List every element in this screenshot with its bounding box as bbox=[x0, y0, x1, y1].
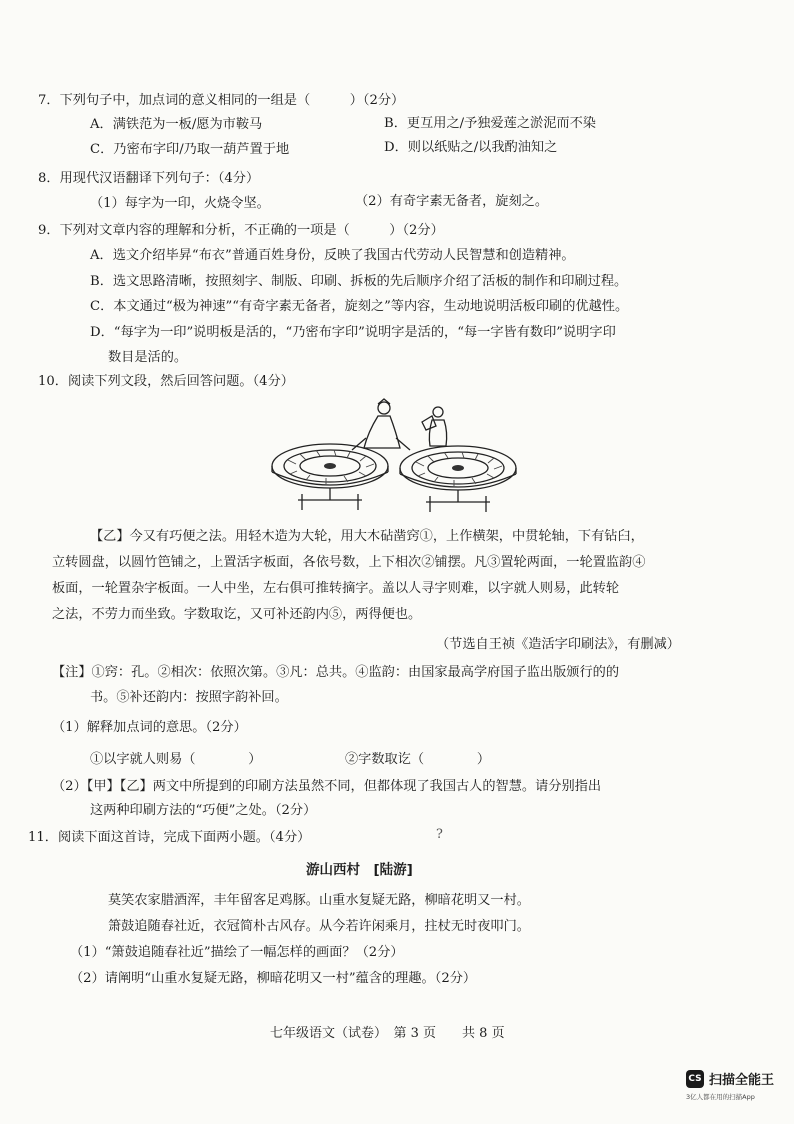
scanner-app-name: 扫描全能王 bbox=[709, 1073, 775, 1088]
q8-sentence-2: （2）有奇字素无备者，旋刻之。 bbox=[355, 194, 549, 209]
q10-sub1-item-a: ①以字就人则易（ ） bbox=[90, 752, 262, 767]
q7-option-c: C．乃密布字印/乃取一葫芦置于地 bbox=[90, 142, 290, 157]
rotating-type-wheel-illustration bbox=[268, 398, 522, 514]
q10-sub2-line1: （2）【甲】【乙】两文中所提到的印刷方法虽然不同，但都体现了我国古人的智慧。请分别指出 bbox=[52, 779, 602, 794]
q9-option-b: B．选文思路清晰，按照刻字、制版、印刷、拆板的先后顺序介绍了活板的制作和印刷过程。 bbox=[90, 274, 628, 289]
q9-option-d-line2: 数目是活的。 bbox=[108, 350, 188, 365]
q9-option-d-line1: D．“每字为一印”说明板是活的，“乃密布字印”说明字是活的，“每一字皆有数印”说明字印 bbox=[90, 325, 616, 340]
page-footer: 七年级语文（试卷） 第 3 页 共 8 页 bbox=[270, 1026, 505, 1041]
q10-stem: 10．阅读下列文段，然后回答问题。（4分） bbox=[38, 374, 294, 389]
q8-sentence-1: （1）每字为一印，火烧令坚。 bbox=[90, 196, 270, 211]
q7-option-b: B．更互用之/予独爱莲之淤泥而不染 bbox=[384, 116, 596, 131]
q9-option-a: A．选文介绍毕昇“布衣”普通百姓身份，反映了我国古代劳动人民智慧和创造精神。 bbox=[90, 248, 575, 263]
stray-mark: ? bbox=[436, 827, 443, 842]
q11-sub1: （1）“箫鼓追随春社近”描绘了一幅怎样的画面？（2分） bbox=[70, 945, 404, 960]
poem-line-1: 莫笑农家腊酒浑，丰年留客足鸡豚。山重水复疑无路，柳暗花明又一村。 bbox=[108, 893, 530, 908]
passage-line-4: 之法，不劳力而坐致。字数取讫，又可补还韵内⑤，两得便也。 bbox=[52, 607, 422, 622]
q7-stem: 7．下列句子中，加点词的意义相同的一组是（ ）（2分） bbox=[38, 93, 405, 108]
q7-option-d: D．则以纸贴之/以我酌油知之 bbox=[384, 140, 558, 155]
passage-line-2: 立转圆盘，以圆竹笆铺之，上置活字板面，各依号数，上下相次②铺摆。凡③置轮两面，一轮置监韵④ bbox=[52, 555, 646, 570]
scanner-app-icon: CS bbox=[686, 1070, 704, 1088]
note-line-1: 【注】①窍：孔。②相次：依照次第。③凡：总共。④监韵：由国家最高学府国子监出版颁行的的 bbox=[52, 665, 620, 680]
q11-sub2: （2）请阐明“山重水复疑无路，柳暗花明又一村”蕴含的理趣。（2分） bbox=[70, 971, 477, 986]
passage-line-3: 板面，一轮置杂字板面。一人中坐，左右俱可推转摘字。盖以人寻字则难，以字就人则易，此转轮 bbox=[52, 581, 620, 596]
q9-option-c: C．本文通过“极为神速”“有奇字素无备者，旋刻之”等内容，生动地说明活板印刷的优越性。 bbox=[90, 299, 629, 314]
passage-source: （节选自王祯《造活字印刷法》，有删减） bbox=[436, 637, 680, 652]
scanner-app-slogan: 3亿人都在用的扫描App bbox=[686, 1093, 755, 1101]
note-line-2: 书。⑤补还韵内：按照字韵补回。 bbox=[90, 690, 288, 705]
q8-stem: 8．用现代汉语翻译下列句子：（4分） bbox=[38, 171, 260, 186]
passage-line-1: 【乙】今又有巧便之法。用轻木造为大轮，用大木砧凿窍①，上作横架，中贯轮轴，下有钻臼， bbox=[90, 529, 644, 544]
q9-stem: 9．下列对文章内容的理解和分析，不正确的一项是（ ）（2分） bbox=[38, 223, 444, 238]
q10-sub1-item-b: ②字数取讫（ ） bbox=[345, 752, 491, 767]
q10-sub1: （1）解释加点词的意思。（2分） bbox=[52, 720, 247, 735]
q10-sub2-line2: 这两种印刷方法的“巧便”之处。（2分） bbox=[90, 803, 317, 818]
q11-stem: 11．阅读下面这首诗，完成下面两小题。（4分） bbox=[28, 830, 311, 845]
poem-title: 游山西村 [陆游] bbox=[306, 862, 413, 878]
q7-option-a: A．满铁范为一板/愿为市鞍马 bbox=[90, 117, 263, 132]
poem-line-2: 箫鼓追随春社近，衣冠简朴古风存。从今若许闲乘月，拄杖无时夜叩门。 bbox=[108, 919, 530, 934]
